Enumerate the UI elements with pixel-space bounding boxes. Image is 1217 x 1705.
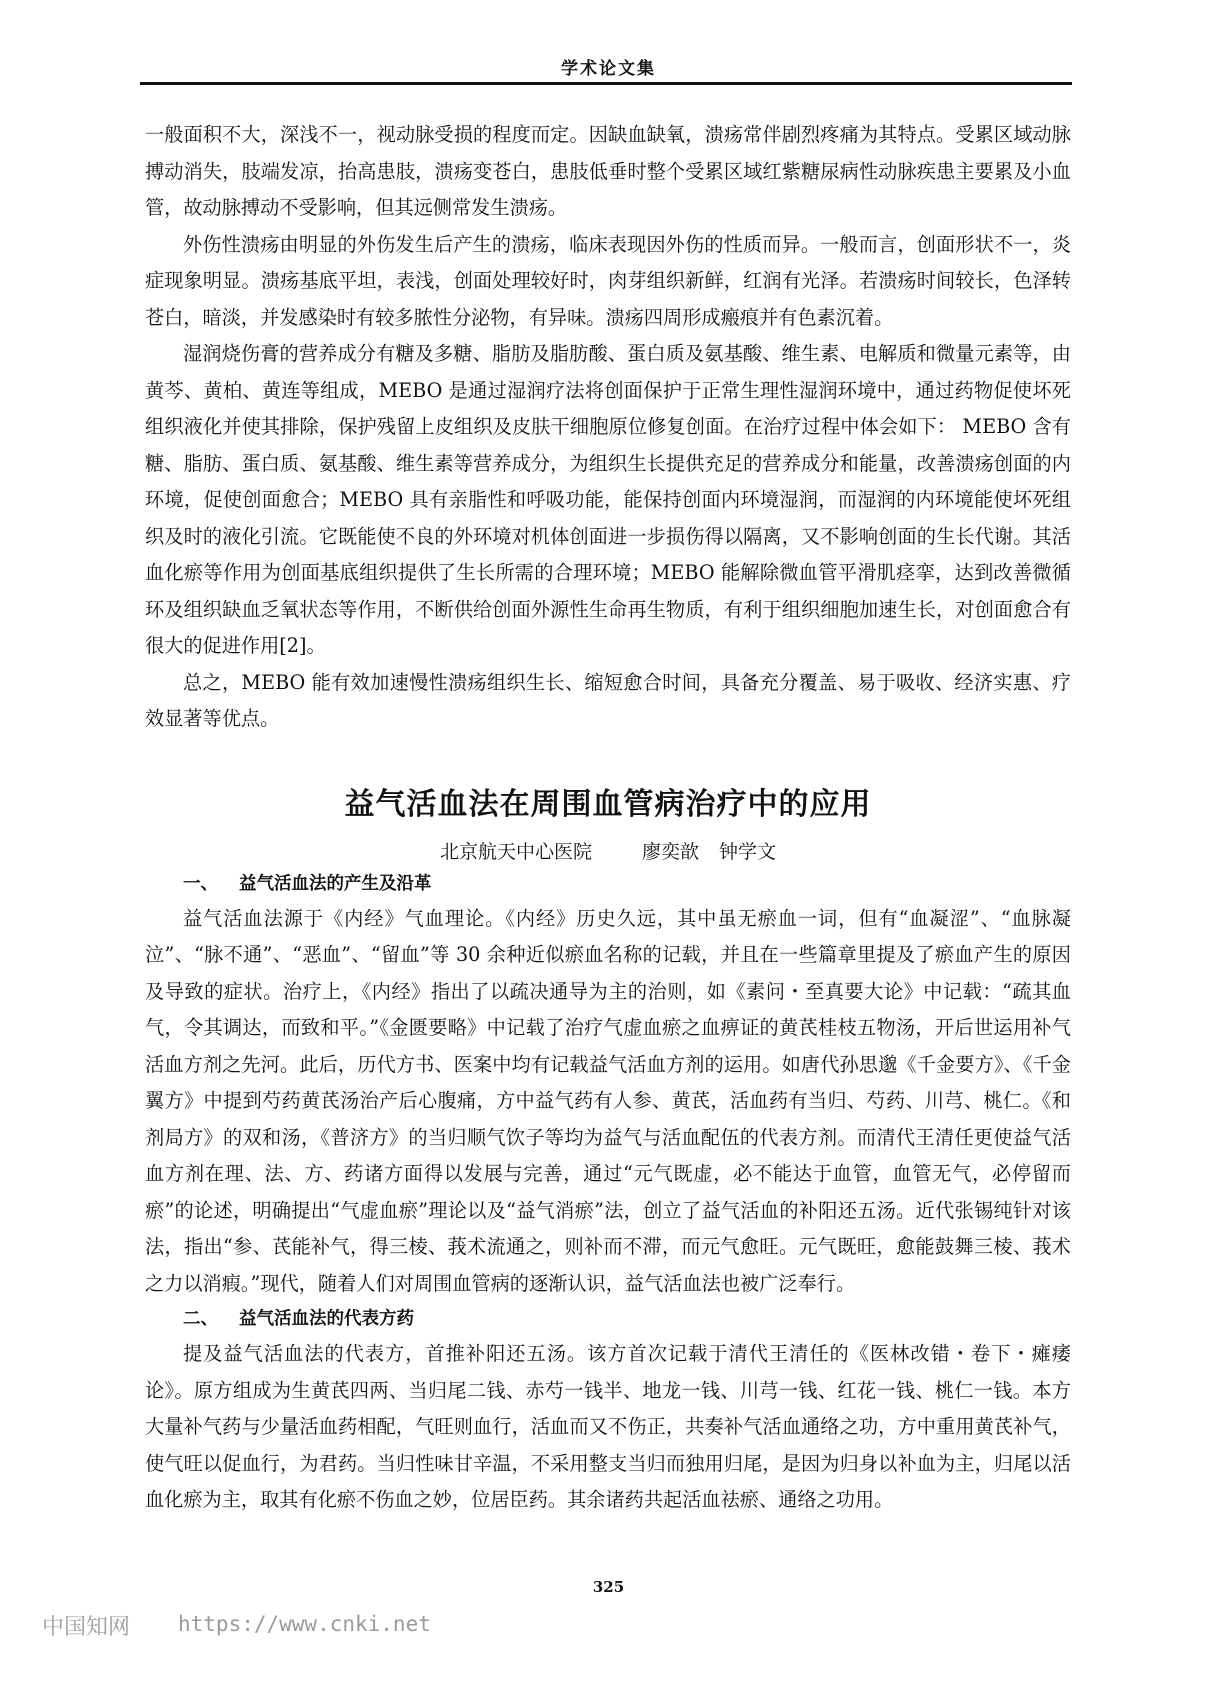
page-number: 325: [592, 1578, 625, 1596]
section-1-heading: [145, 867, 1071, 901]
section-1-title: 益气活血法的产生及沿革: [239, 873, 432, 894]
running-head: 学术论文集: [561, 59, 656, 79]
section-2-heading: [145, 1302, 1071, 1336]
previous-article-paragraph-4: 总之，MEBO 能有效加速慢性溃疡组织生长、缩短愈合时间，具备充分覆盖、易于吸收、经济实惠、疗效显著等优点。: [145, 670, 1071, 730]
watermark-brand: 中国知网: [42, 1615, 131, 1640]
affiliation: 北京航天中心医院: [439, 840, 592, 863]
watermark-url: https://www.cnki.net: [178, 1612, 431, 1636]
previous-article-paragraph-2: 外伤性溃疡由明显的外伤发生后产生的溃疡，临床表现因外伤的性质而异。一般而言，创面形状不一，炎症现象明显。溃疡基底平坦，表浅，创面处理较好时，肉芽组织新鲜，红润有光泽。若溃疡时间较长，色泽转苍白，暗淡，并发感染时有较多脓性分泌物，有异味。溃疡四周形成瘢痕并有色素沉着。: [145, 232, 1071, 329]
byline: [145, 837, 1071, 867]
section-2-number: 二、: [183, 1309, 218, 1329]
section-2-paragraph-1: 提及益气活血法的代表方，首推补阳还五汤。该方首次记载于清代王清任的《医林改错・卷下・瘫痿论》。原方组成为生黄芪四两、当归尾二钱、赤芍一钱半、地龙一钱、川芎一钱、红花一钱、桃仁一钱。本方大量补气药与少量活血药相配，气旺则血行，活血而又不伤正，共奏补气活血通络之功，方中重用黄芪补气，使气旺以促血行，为君药。当归性味甘辛温，不采用整支当归而独用归尾，是因为归身以补血为主，归尾以活血化瘀为主，取其有化瘀不伤血之妙，位居臣药。其余诸药共起活血祛瘀、通络之功用。: [145, 1342, 1071, 1511]
author-2: 钟学文: [719, 840, 777, 863]
previous-article-paragraph-1: 一般面积不大，深浅不一，视动脉受损的程度而定。因缺血缺氧，溃疡常伴剧烈疼痛为其特点。受累区域动脉搏动消失，肢端发凉，抬高患肢，溃疡变苍白，患肢低垂时整个受累区域红紫糖尿病性动脉疾患主要累及小血管，故动脉搏动不受影响，但其远侧常发生溃疡。: [145, 123, 1071, 219]
previous-article-paragraph-3: 湿润烧伤膏的营养成分有糖及多糖、脂肪及脂肪酸、蛋白质及氨基酸、维生素、电解质和微量元素等，由黄芩、黄柏、黄连等组成，MEBO 是通过湿润疗法将创面保护于正常生理性湿润环境中，通过药物促使坏死组织液化并使其排除，保护残留上皮组织及皮肤干细胞原位修复创面。在治疗过程中体会如下： MEBO 含有糖、脂肪、蛋白质、氨基酸、维生素等营养成分，为组织生长提供充足的营养成分和能量，改善溃疡创面的内环境，促使创面愈合；MEBO 具有亲脂性和呼吸功能，能保持创面内环境湿润，而湿润的内环境能使坏死组织及时的液化引流。它既能使不良的外环境对机体创面进一步损伤得以隔离，又不影响创面的生长代谢。其活血化瘀等作用为创面基底组织提供了生长所需的合理环境；MEBO 能解除微血管平滑肌痉挛，达到改善微循环及组织缺血乏氧状态等作用，不断供给创面外源性生命再生物质，有利于组织细胞加速生长，对创面愈合有很大的促进作用[2]。: [145, 342, 1071, 657]
section-2-title: 益气活血法的代表方药: [239, 1309, 414, 1329]
article-title: 益气活血法在周围血管病治疗中的应用: [344, 786, 872, 822]
section-1-paragraph-1: 益气活血法源于《内经》气血理论。《内经》历史久远，其中虽无瘀血一词，但有“血凝涩”、“血脉凝泣”、“脉不通”、“恶血”、“留血”等 30 余种近似瘀血名称的记载，并且在一些篇章里提及了瘀血产生的原因及导致的症状。治疗上，《内经》指出了以疏决通导为主的治则，如《素问・至真要大论》中记载：“疏其血气，令其调达，而致和平。”《金匮要略》中记载了治疗气虚血瘀之血痹证的黄芪桂枝五物汤，开后世运用补气活血方剂之先河。此后，历代方书、医案中均有记载益气活血方剂的运用。如唐代孙思邈《千金要方》、《千金翼方》中提到芍药黄芪汤治产后心腹痛，方中益气药有人参、黄芪，活血药有当归、芍药、川芎、桃仁。《和剂局方》的双和汤，《普济方》的当归顺气饮子等均为益气与活血配伍的代表方剂。而清代王清任更使益气活血方剂在理、法、方、药诸方面得以发展与完善，通过“元气既虚，必不能达于血管，血管无气，必停留而瘀”的论述，明确提出“气虚血瘀”理论以及“益气消瘀”法，创立了益气活血的补阳还五汤。近代张锡纯针对该法，指出“参、芪能补气，得三棱、莪术流通之，则补而不滞，而元气愈旺。元气既旺，愈能鼓舞三棱、莪术之力以消瘕。”现代，随着人们对周围血管病的逐渐认识，益气活血法也被广泛奉行。: [145, 906, 1071, 1295]
author-1: 廖奕歆: [641, 840, 699, 863]
page-body: [145, 117, 1071, 1519]
header-rule: [140, 82, 1072, 85]
section-1-number: 一、: [183, 873, 218, 894]
